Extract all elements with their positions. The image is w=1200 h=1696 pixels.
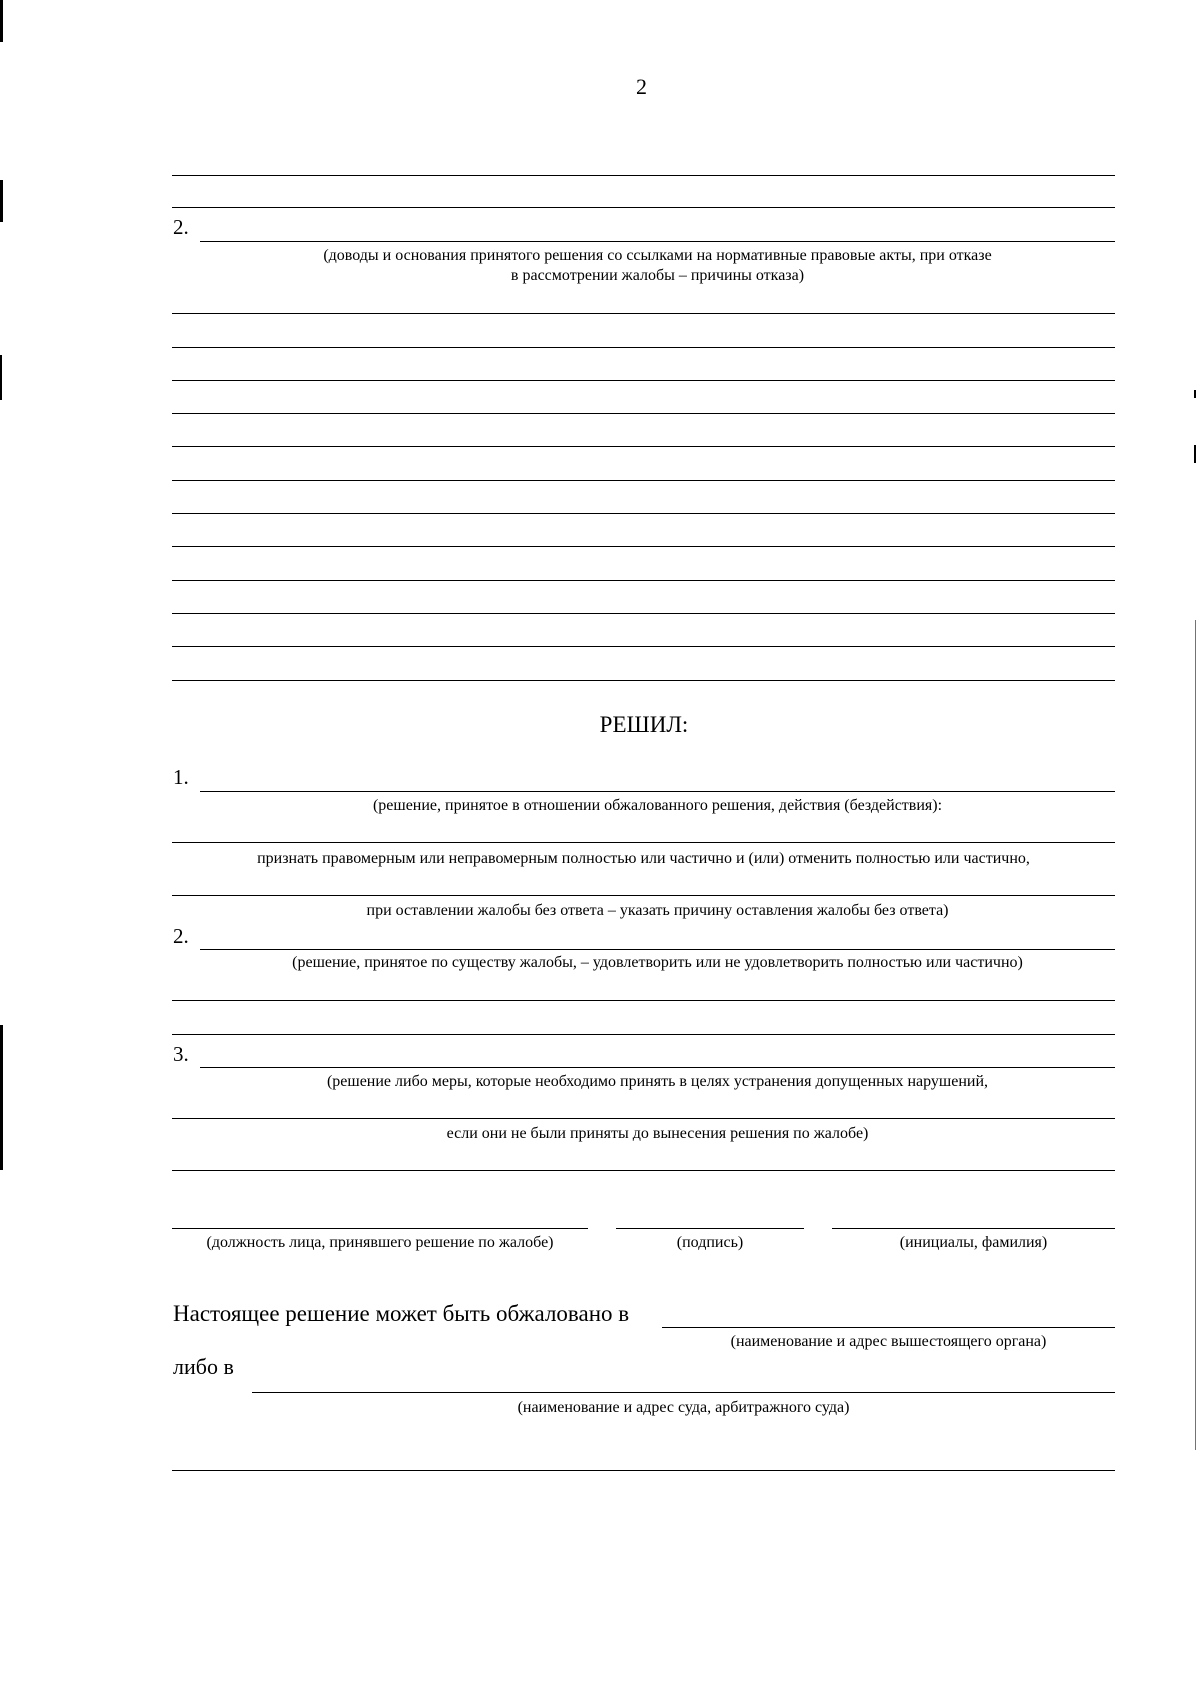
- item-number: 2.: [173, 924, 189, 948]
- blank-line: [172, 842, 1115, 843]
- blank-line: [172, 513, 1115, 514]
- scan-mark: [1194, 445, 1196, 463]
- name-caption: (инициалы, фамилия): [899, 1234, 1048, 1251]
- appeal-organ-caption: (наименование и адрес вышестоящего органа): [730, 1333, 1047, 1350]
- blank-line: [172, 646, 1115, 647]
- blank-line: [172, 680, 1115, 681]
- field-caption: (решение, принятое по существу жалобы, – удовлетворить или не удовлетворить полностью или частично): [292, 954, 1023, 971]
- item-number: 2.: [173, 215, 189, 239]
- blank-line: [172, 1034, 1115, 1035]
- signature-line: [616, 1228, 804, 1229]
- field-caption: при оставлении жалобы без ответа – указать причину оставления жалобы без ответа): [366, 902, 949, 919]
- blank-line: [172, 1470, 1115, 1471]
- name-line: [832, 1228, 1115, 1229]
- position-caption: (должность лица, принявшего решение по жалобе): [206, 1234, 554, 1251]
- fill-in-line: [200, 241, 1115, 242]
- blank-line: [172, 1000, 1115, 1001]
- position-line: [172, 1228, 588, 1229]
- scan-mark: [1195, 620, 1196, 1450]
- fill-in-line: [200, 791, 1115, 792]
- appeal-court-caption: (наименование и адрес суда, арбитражного суда): [517, 1399, 850, 1416]
- blank-line: [172, 1170, 1115, 1171]
- field-caption: (решение либо меры, которые необходимо принять в целях устранения допущенных нарушений,: [326, 1073, 989, 1090]
- blank-line: [172, 895, 1115, 896]
- blank-line: [172, 613, 1115, 614]
- blank-line: [172, 1118, 1115, 1119]
- appeal-or-text: либо в: [173, 1354, 234, 1379]
- appeal-text: Настоящее решение может быть обжаловано в: [173, 1301, 630, 1326]
- scan-mark: [0, 0, 3, 42]
- blank-line: [172, 480, 1115, 481]
- field-caption: (решение, принятое в отношении обжалованного решения, действия (бездействия):: [372, 797, 943, 814]
- field-caption: если они не были приняты до вынесения решения по жалобе): [446, 1125, 869, 1142]
- blank-line: [172, 446, 1115, 447]
- scan-mark: [0, 180, 3, 222]
- item-number: 1.: [173, 765, 189, 789]
- scan-mark: [0, 355, 2, 400]
- field-caption: (доводы и основания принятого решения со ссылками на нормативные правовые акты, при отказе: [323, 247, 992, 264]
- page-number: 2: [636, 74, 647, 99]
- blank-line: [172, 313, 1115, 314]
- item-number: 3.: [173, 1042, 189, 1066]
- blank-line: [172, 207, 1115, 208]
- scan-mark: [1194, 390, 1196, 398]
- fill-in-line: [200, 949, 1115, 950]
- signature-caption: (подпись): [676, 1234, 744, 1251]
- blank-line: [172, 413, 1115, 414]
- section-heading: РЕШИЛ:: [599, 712, 689, 737]
- blank-line: [172, 546, 1115, 547]
- appeal-court-line: [252, 1392, 1115, 1393]
- blank-line: [172, 580, 1115, 581]
- blank-line: [172, 347, 1115, 348]
- blank-line: [172, 175, 1115, 176]
- field-caption: в рассмотрении жалобы – причины отказа): [510, 267, 805, 284]
- scan-mark: [0, 1025, 3, 1170]
- blank-line: [172, 380, 1115, 381]
- fill-in-line: [200, 1067, 1115, 1068]
- field-caption: признать правомерным или неправомерным полностью или частично и (или) отменить полностью или частично,: [257, 850, 1030, 867]
- appeal-organ-line: [662, 1327, 1115, 1328]
